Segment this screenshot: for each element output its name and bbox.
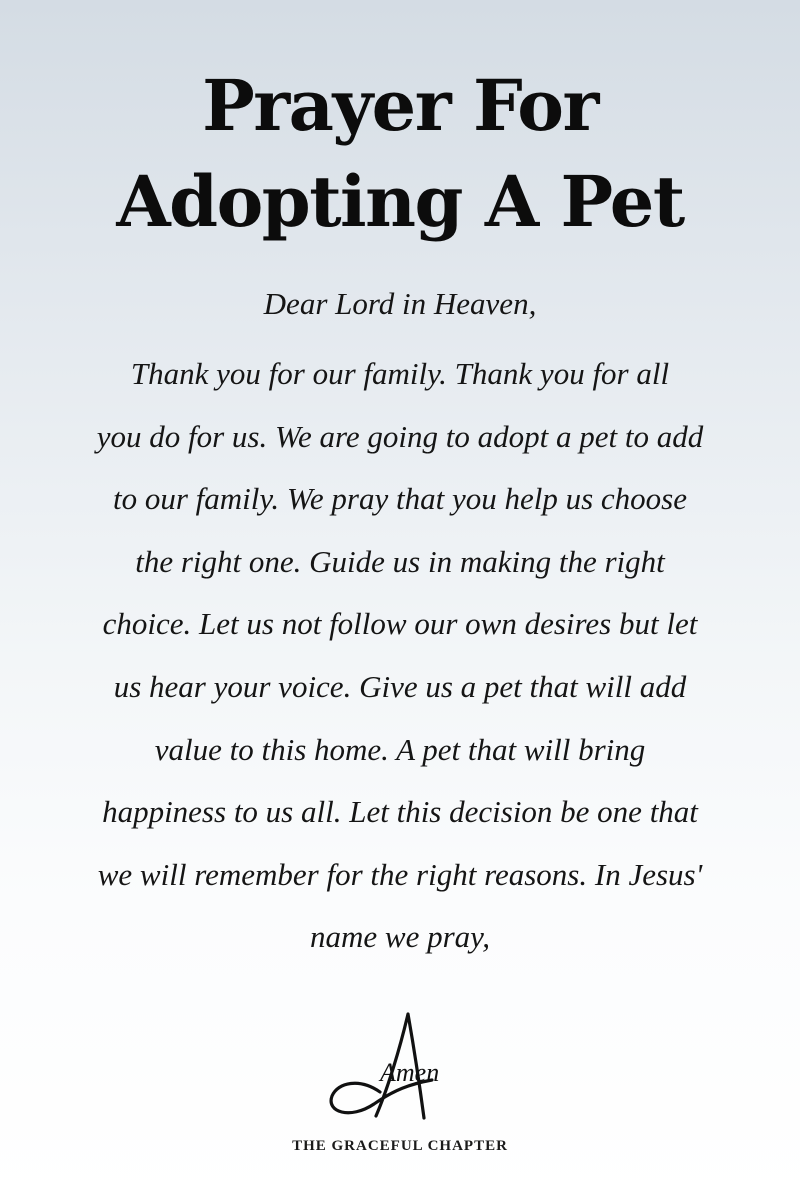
title-line-1: Prayer For [202,64,598,147]
prayer-body [40,343,760,969]
prayer-line: name we pray, [310,919,490,955]
page-title [40,58,760,250]
prayer-line: value to this home. A pet that will bring [154,731,646,767]
title-line-2: Adopting A Pet [116,160,684,243]
prayer-line: we will remember for the right reasons. In Jesus' [97,856,703,892]
prayer-line: happiness to us all. Let this decision be one that [102,794,698,830]
prayer-line: choice. Let us not follow our own desires but let [102,606,698,642]
prayer-line: to our family. We pray that you help us choose [112,481,687,517]
brand-footer: THE GRACEFUL CHAPTER [292,1138,508,1154]
prayer-line: Thank you for our family. Thank you for all [130,356,670,391]
prayer-line: us hear your voice. Give us a pet that will add [113,668,687,704]
amen-text: Amen [380,1058,440,1087]
salutation: Dear Lord in Heaven, [263,286,537,321]
prayer-line: you do for us. We are going to adopt a pet to add [96,418,704,454]
prayer-line: the right one. Guide us in making the right [135,543,665,579]
